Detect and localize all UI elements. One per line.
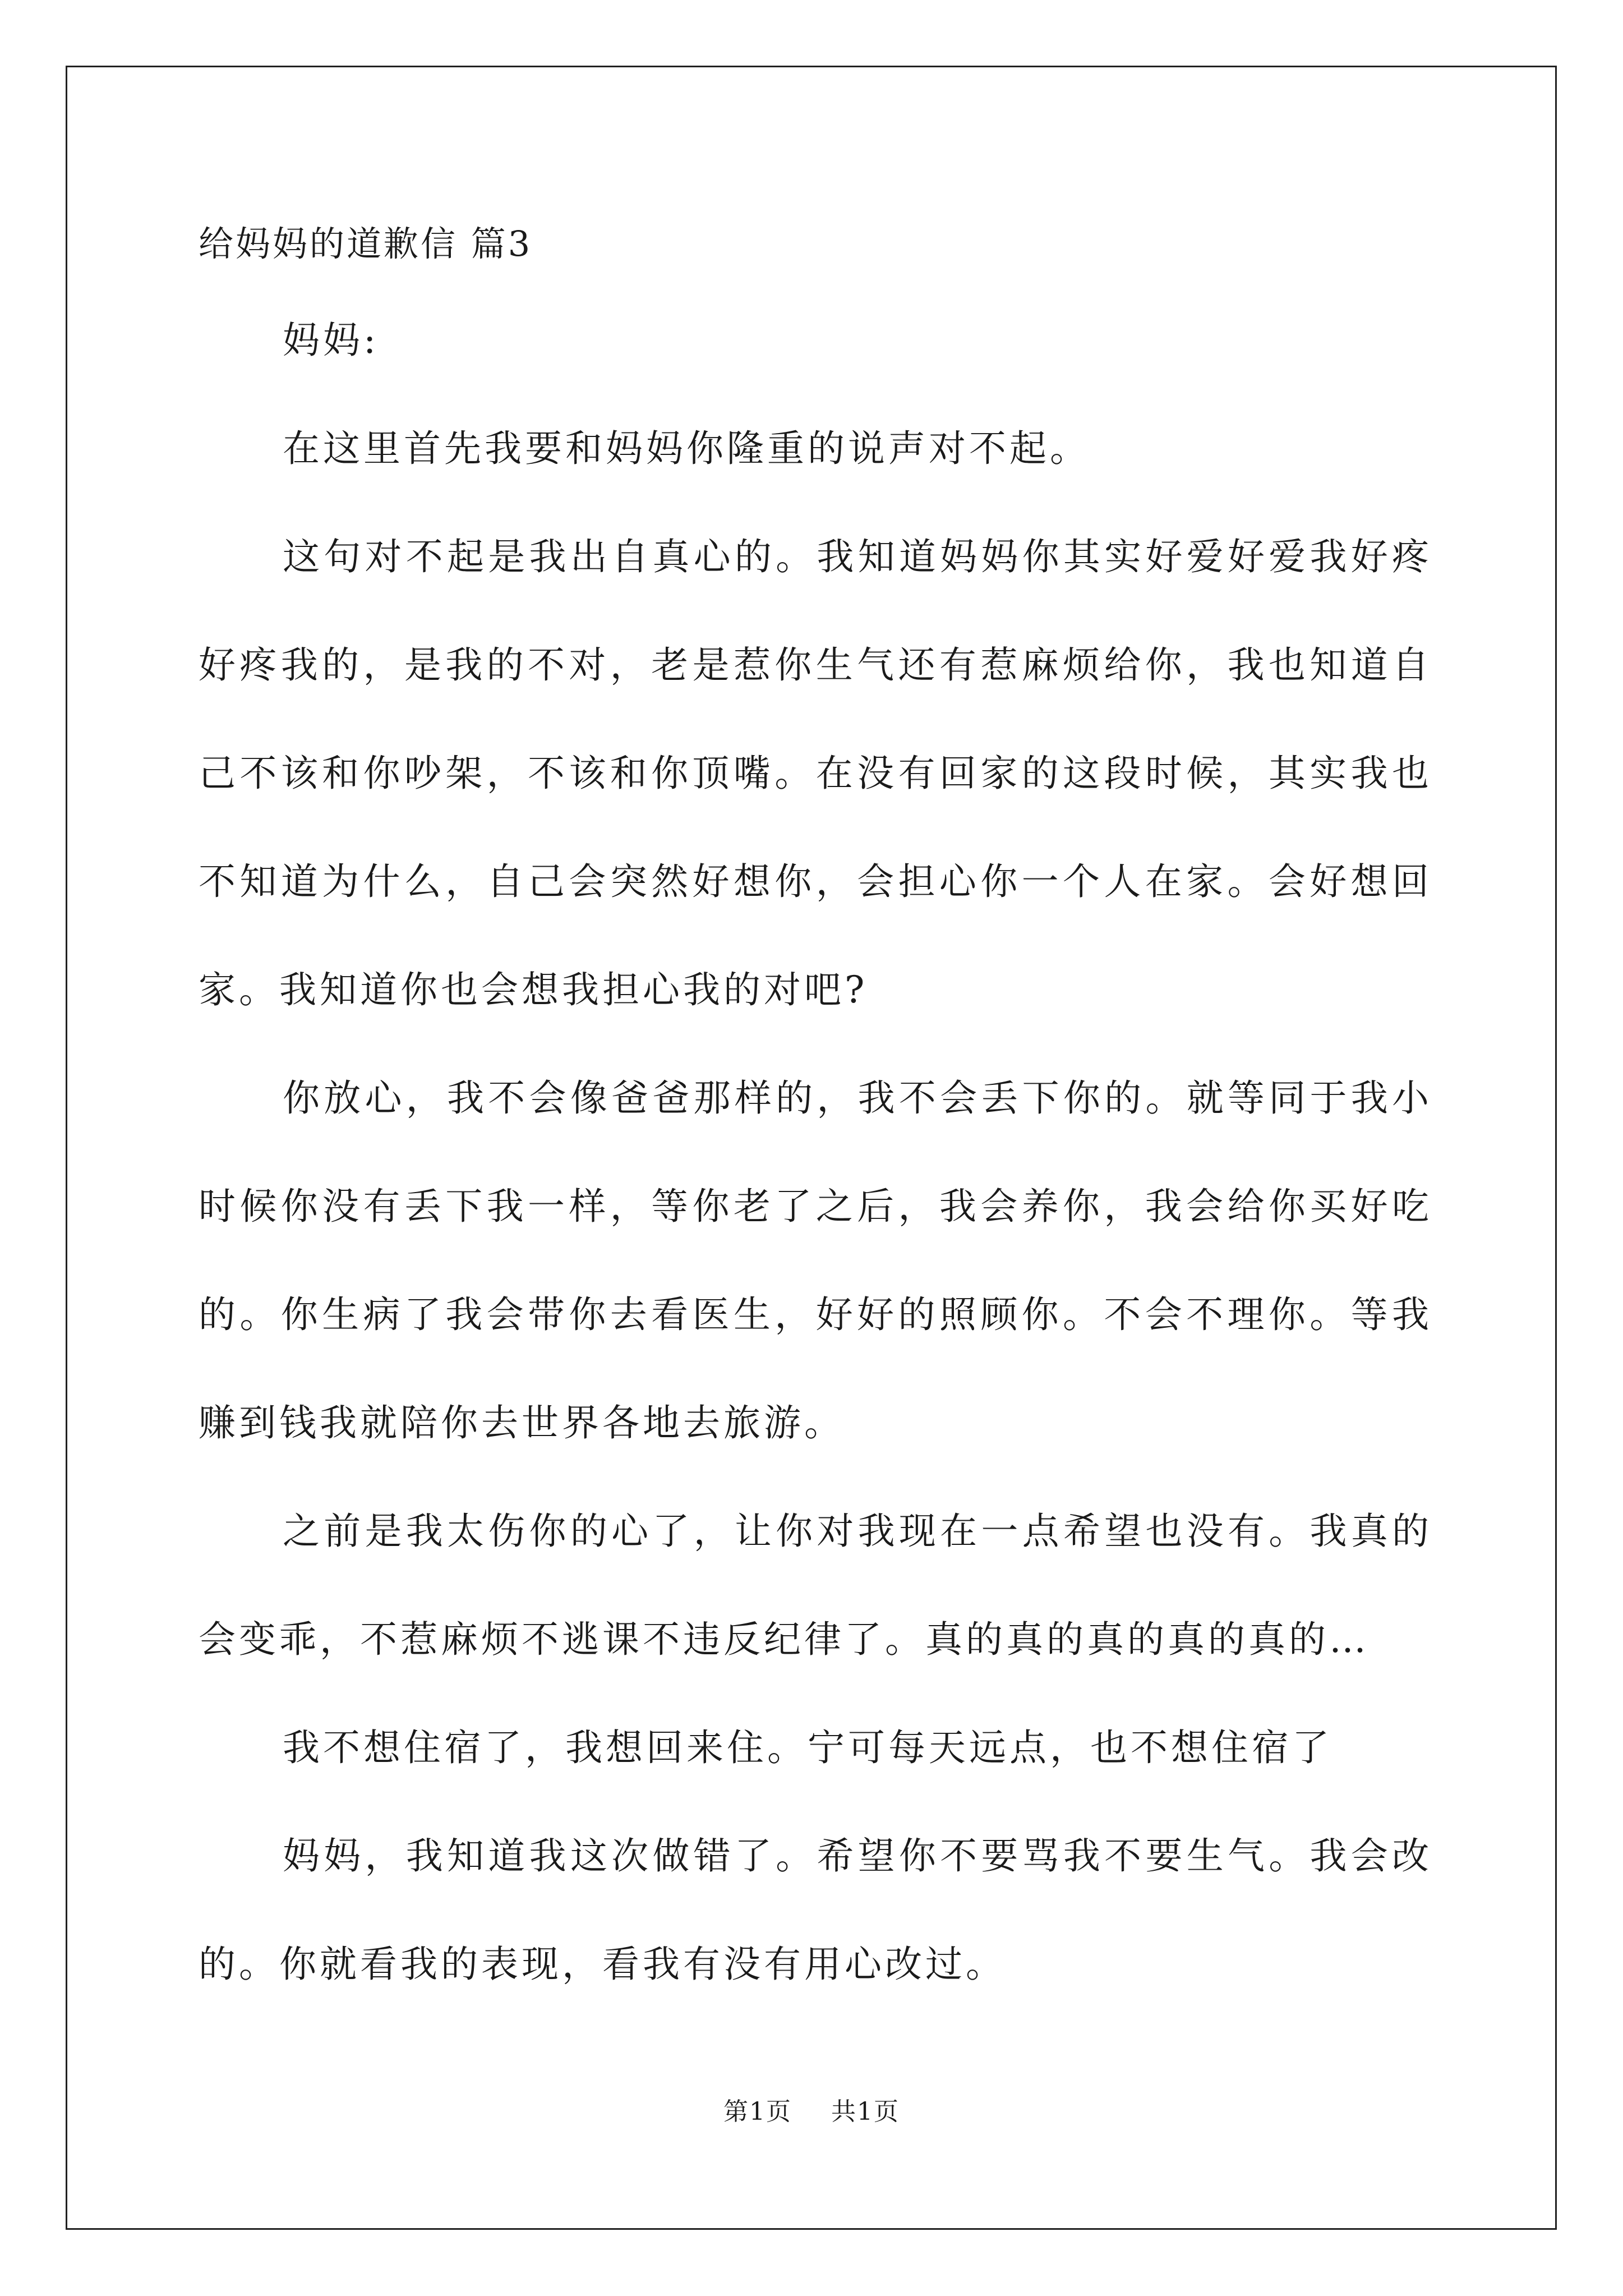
document-title: 给妈妈的道歉信 篇3: [199, 223, 533, 264]
document-body: [199, 219, 1432, 2018]
paragraph: 我不想住宿了，我想回来住。宁可每天远点，也不想住宿了: [283, 1726, 1332, 1769]
paragraph: 之前是我太伤你的心了，让你对我现在一点希望也没有。我真的会变乖，不惹麻烦不逃课不违反纪律了。真的真的真的真的真的…: [199, 1510, 1432, 1661]
paragraph: 妈妈，我知道我这次做错了。希望你不要骂我不要生气。我会改的。你就看我的表现，看我有没有用心改过。: [199, 1834, 1432, 1986]
page-number: 第1页: [723, 2097, 792, 2126]
paragraph: 这句对不起是我出自真心的。我知道妈妈你其实好爱好爱我好疼好疼我的，是我的不对，老是惹你生气还有惹麻烦给你，我也知道自己不该和你吵架，不该和你顶嘴。在没有回家的这段时候，其实我也不知道为什么，自己会突然好想你，会担心你一个人在家。会好想回家。我知道你也会想我担心我的对吧?: [199, 535, 1432, 1011]
page-total: 共1页: [831, 2097, 900, 2126]
paragraph: 你放心，我不会像爸爸那样的，我不会丢下你的。就等同于我小时候你没有丢下我一样，等你老了之后，我会养你，我会给你买好吃的。你生病了我会带你去看医生，好好的照顾你。不会不理你。等我赚到钱我就陪你去世界各地去旅游。: [199, 1076, 1432, 1444]
page-footer: [0, 2095, 1623, 2129]
paragraph: 在这里首先我要和妈妈你隆重的说声对不起。: [283, 427, 1090, 470]
salutation: 妈妈:: [283, 319, 380, 362]
